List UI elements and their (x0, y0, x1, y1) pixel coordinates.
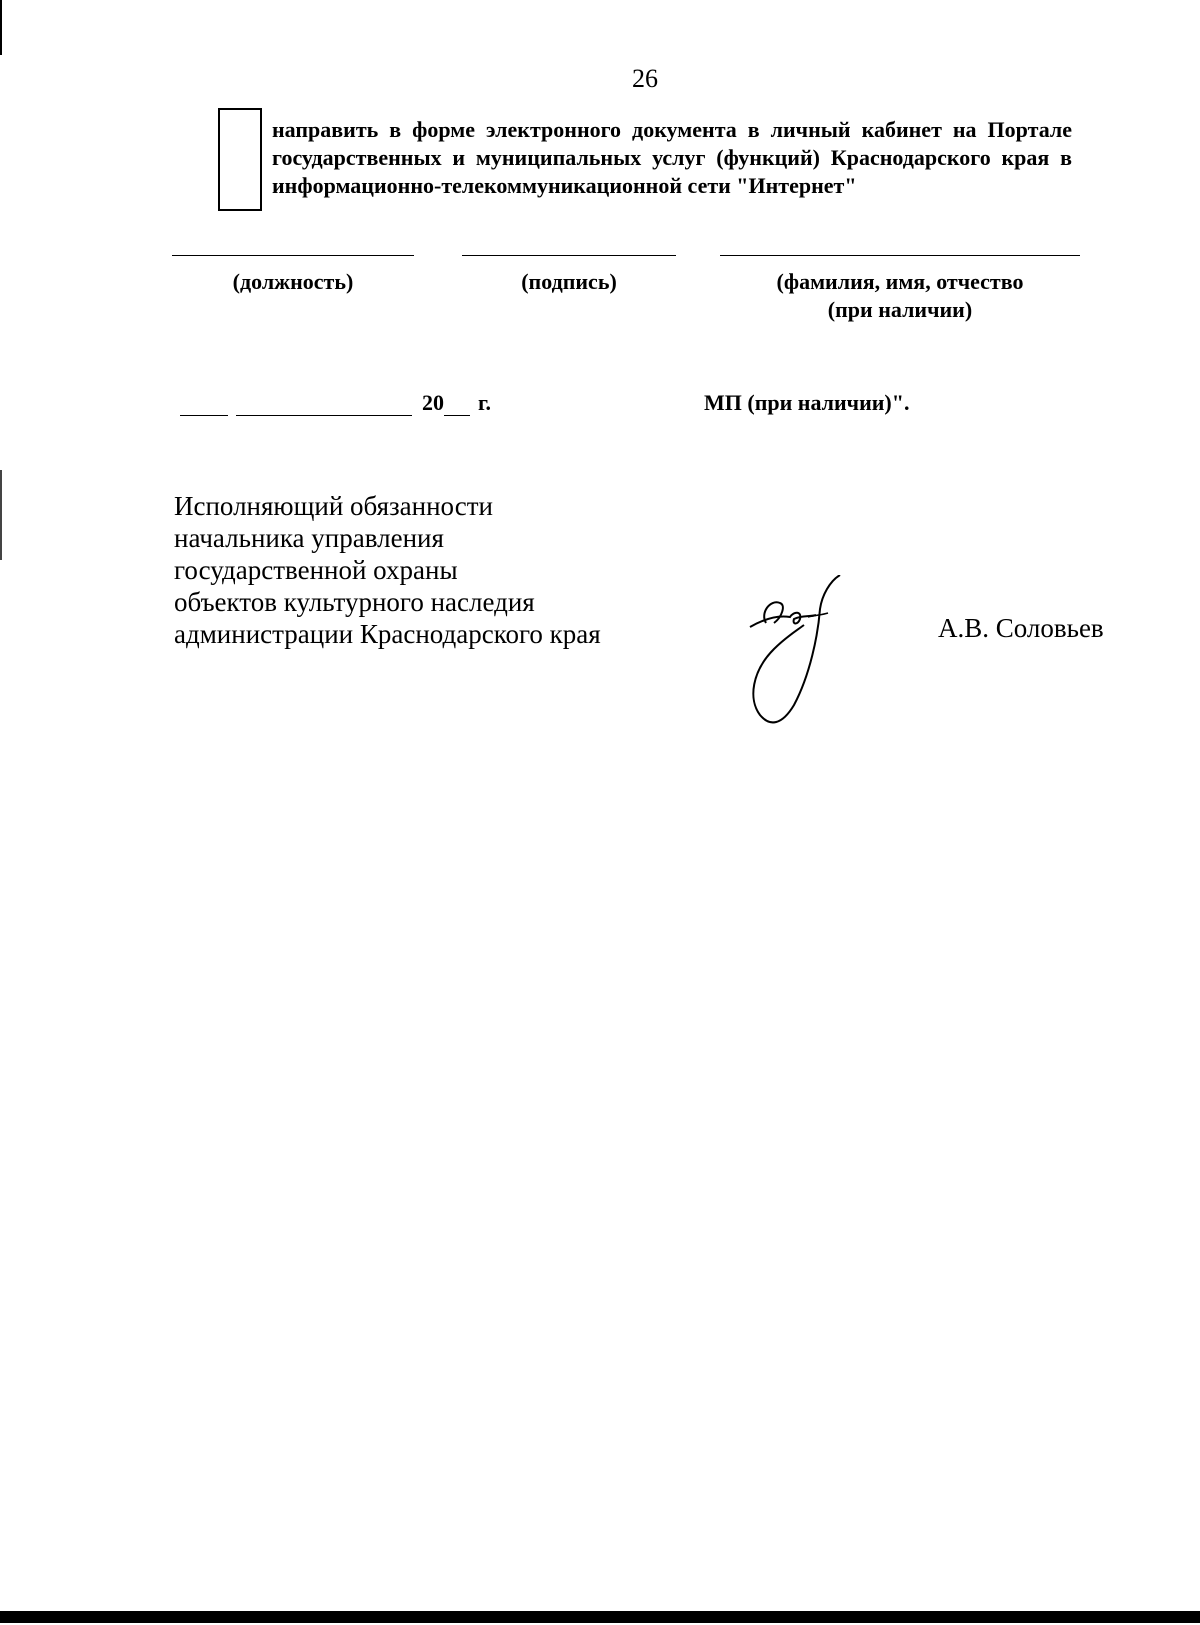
signature-blank-line[interactable] (462, 255, 676, 256)
date-month-blank[interactable] (236, 393, 412, 416)
scan-edge-left (0, 0, 2, 55)
handwritten-signature (730, 575, 880, 745)
signatory-title-line-1: Исполняющий обязанности (174, 491, 493, 521)
fullname-caption-line-2: (при наличии) (827, 297, 973, 322)
date-year-blank[interactable] (444, 393, 470, 416)
delivery-option-line-3: информационно-телекоммуникационной сети "Интернет" (272, 173, 857, 198)
signatory-title (174, 490, 694, 650)
date-day-blank[interactable] (180, 393, 228, 416)
signatory-title-line-2: начальника управления (174, 523, 444, 553)
position-blank-line[interactable] (172, 255, 414, 256)
scan-edge-left-mark (0, 470, 2, 560)
stamp-label: МП (при наличии)". (704, 390, 910, 415)
page-number: 26 (632, 64, 658, 93)
fullname-caption (720, 268, 1080, 324)
position-caption: (должность) (232, 269, 354, 294)
delivery-option-text (272, 116, 1072, 200)
fullname-blank-line[interactable] (720, 255, 1080, 256)
delivery-option-line-1: направить в форме электронного документа в личный кабинет на Портале (272, 117, 1072, 142)
delivery-option-line-2: государственных и муниципальных услуг (функций) Краснодарского края в (272, 145, 1072, 170)
delivery-option-checkbox[interactable] (218, 108, 262, 211)
signatory-title-line-5: администрации Краснодарского края (174, 619, 601, 649)
signature-caption: (подпись) (521, 269, 617, 294)
signatory-name: А.В. Соловьев (938, 613, 1104, 643)
signatory-title-line-3: государственной охраны (174, 555, 458, 585)
signatory-title-line-4: объектов культурного наследия (174, 587, 535, 617)
date-year-prefix: 20 (422, 390, 444, 415)
date-year-suffix: г. (478, 390, 492, 415)
date-row (180, 390, 491, 416)
scan-edge-bottom (0, 1611, 1200, 1623)
fullname-caption-line-1: (фамилия, имя, отчество (776, 269, 1024, 294)
